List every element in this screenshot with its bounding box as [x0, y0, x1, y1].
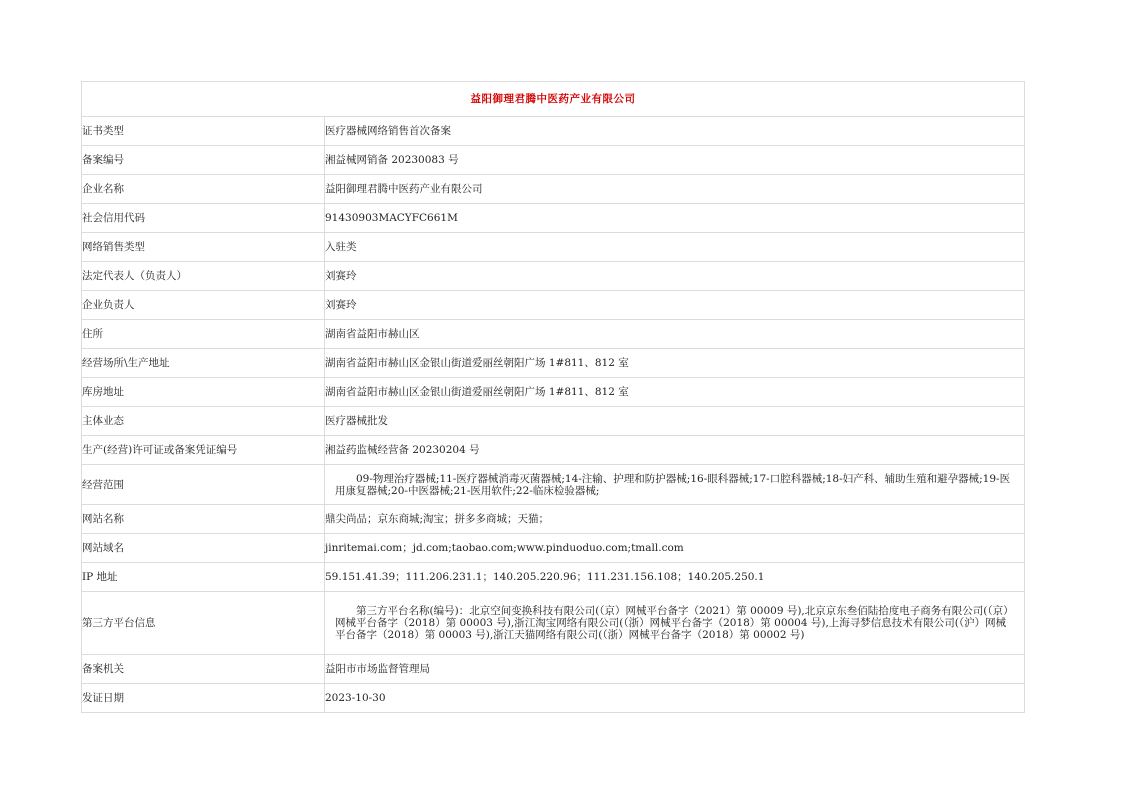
- field-value: 59.151.41.39；111.206.231.1；140.205.220.96；111.231.156.108；140.205.250.1: [325, 563, 1025, 592]
- field-label: 住所: [82, 320, 325, 349]
- field-value: 入驻类: [325, 233, 1025, 262]
- field-label: 网络销售类型: [82, 233, 325, 262]
- field-value: 益阳市市场监督管理局: [325, 655, 1025, 684]
- table-row: [82, 204, 1025, 233]
- field-value: 湘益药监械经营备 20230204 号: [325, 436, 1025, 465]
- field-label: 主体业态: [82, 407, 325, 436]
- document-title: 益阳御理君腾中医药产业有限公司: [82, 82, 1025, 117]
- table-row: [82, 563, 1025, 592]
- field-value-cell: [325, 592, 1025, 655]
- field-label: 证书类型: [82, 117, 325, 146]
- field-value: 2023-10-30: [325, 684, 1025, 713]
- field-label: 企业负责人: [82, 291, 325, 320]
- field-value: 湘益械网销备 20230083 号: [325, 146, 1025, 175]
- field-value: 鼎尖尚品；京东商城;淘宝；拼多多商城；天猫；: [325, 505, 1025, 534]
- field-value: 刘赛玲: [325, 262, 1025, 291]
- field-value: 湖南省益阳市赫山区金银山街道爱丽丝朝阳广场 1#811、812 室: [325, 349, 1025, 378]
- table-row: [82, 349, 1025, 378]
- document-page: [81, 81, 1024, 713]
- table-row: [82, 262, 1025, 291]
- title-row: [82, 82, 1025, 117]
- field-value: jinritemai.com；jd.com;taobao.com;www.pinduoduo.com;tmall.com: [325, 534, 1025, 563]
- field-label: 备案机关: [82, 655, 325, 684]
- table-row: [82, 320, 1025, 349]
- table-row: [82, 175, 1025, 204]
- field-value: 刘赛玲: [325, 291, 1025, 320]
- field-label: 库房地址: [82, 378, 325, 407]
- table-row: [82, 592, 1025, 655]
- table-row: [82, 436, 1025, 465]
- table-row: [82, 407, 1025, 436]
- field-value: 91430903MACYFC661M: [325, 204, 1025, 233]
- record-table: [81, 81, 1025, 713]
- table-row: [82, 117, 1025, 146]
- field-label: 第三方平台信息: [82, 592, 325, 655]
- field-value: 医疗器械网络销售首次备案: [325, 117, 1025, 146]
- field-label: 社会信用代码: [82, 204, 325, 233]
- field-value-cell: [325, 465, 1025, 505]
- field-label: 生产(经营)许可证或备案凭证编号: [82, 436, 325, 465]
- field-value: 医疗器械批发: [325, 407, 1025, 436]
- field-value: 益阳御理君腾中医药产业有限公司: [325, 175, 1025, 204]
- table-row: [82, 146, 1025, 175]
- field-label: IP 地址: [82, 563, 325, 592]
- field-value: 09-物理治疗器械;11-医疗器械消毒灭菌器械;14-注输、护理和防护器械;16-眼科器械;17-口腔科器械;18-妇产科、辅助生殖和避孕器械;19-医用康复器械;20-中医器械;21-医用软件;22-临床检验器械;: [335, 472, 1011, 497]
- table-row: [82, 233, 1025, 262]
- field-label: 备案编号: [82, 146, 325, 175]
- field-label: 网站域名: [82, 534, 325, 563]
- field-label: 网站名称: [82, 505, 325, 534]
- field-label: 企业名称: [82, 175, 325, 204]
- field-label: 经营场所\生产地址: [82, 349, 325, 378]
- field-label: 发证日期: [82, 684, 325, 713]
- field-value: 湖南省益阳市赫山区金银山街道爱丽丝朝阳广场 1#811、812 室: [325, 378, 1025, 407]
- table-row: [82, 465, 1025, 505]
- table-row: [82, 684, 1025, 713]
- table-row: [82, 291, 1025, 320]
- table-row: [82, 505, 1025, 534]
- field-value: 第三方平台名称(编号)：北京空间变换科技有限公司(（京）网械平台备字（2021）第 00009 号),北京京东叁佰陆拾度电子商务有限公司(（京）网械平台备字（2018）第 00003 号),浙江淘宝网络有限公司(（浙）网械平台备字（2018）第 00004 号),上海寻梦信息技术有限公司(（沪）网械平台备字（2018）第 00003 号),浙江天猫网络有限公司(（浙）网械平台备字（2018）第 00002 号): [335, 605, 1014, 641]
- table-row: [82, 378, 1025, 407]
- field-label: 经营范围: [82, 465, 325, 505]
- table-row: [82, 655, 1025, 684]
- field-label: 法定代表人（负责人）: [82, 262, 325, 291]
- table-row: [82, 534, 1025, 563]
- field-value: 湖南省益阳市赫山区: [325, 320, 1025, 349]
